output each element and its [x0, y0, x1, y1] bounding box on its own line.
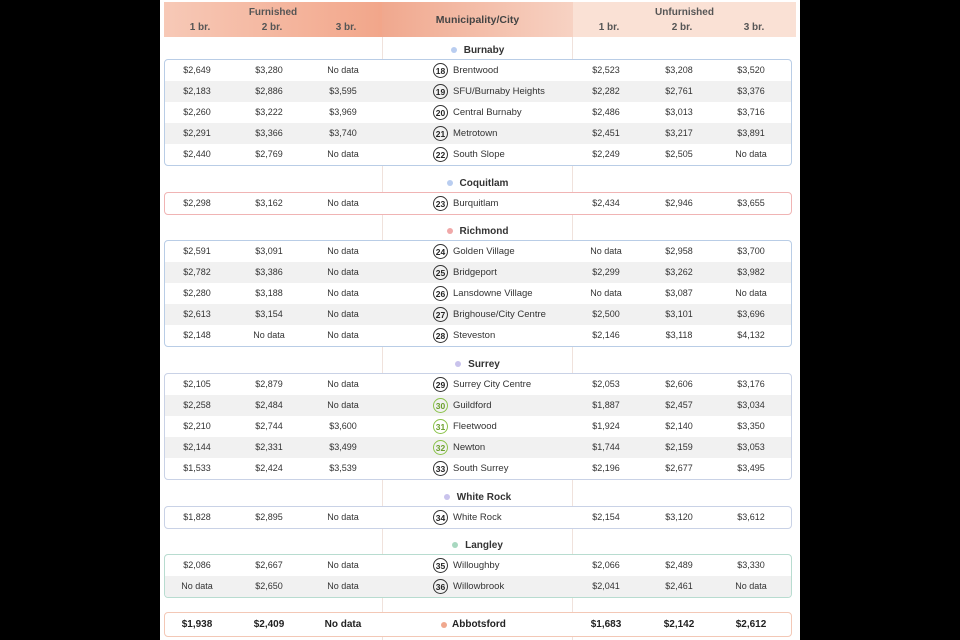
section-box-coquitlam	[164, 192, 792, 215]
table-row	[165, 458, 791, 479]
section-box-white-rock	[164, 506, 792, 529]
furnished-3br-value: No data	[327, 581, 359, 591]
furnished-1br-value: $2,782	[183, 267, 211, 277]
furnished-3br-value: $3,595	[329, 86, 357, 96]
furnished-2br-value: No data	[253, 330, 285, 340]
neighbourhood-name-south-surrey	[433, 458, 508, 479]
furnished-2br-value: $3,366	[255, 128, 283, 138]
furnished-3br-value: $3,499	[329, 442, 357, 452]
area-number-badge: 33	[433, 461, 448, 476]
table-row	[165, 507, 791, 528]
unfurnished-3br-value: $3,176	[737, 379, 765, 389]
table-row	[165, 60, 791, 81]
furnished-3br-value: No data	[327, 246, 359, 256]
neighbourhood-label: Bridgeport	[453, 267, 497, 278]
neighbourhood-label: Surrey City Centre	[453, 379, 532, 390]
furnished-3br-value: No data	[327, 149, 359, 159]
section-title-coquitlam	[382, 174, 573, 192]
unfurnished-1br-value: No data	[590, 246, 622, 256]
furnished-1br-value: $2,183	[183, 86, 211, 96]
furnished-3br-value: No data	[327, 400, 359, 410]
table-row	[165, 304, 791, 325]
section-dot-icon	[444, 494, 450, 500]
unfurnished-3br-value: $3,053	[737, 442, 765, 452]
table-row	[165, 144, 791, 165]
unfurnished-3br-value: $3,495	[737, 463, 765, 473]
section-box-richmond	[164, 240, 792, 347]
unfurnished-1br-value: $2,154	[592, 512, 620, 522]
unfurnished-1br-value: $2,500	[592, 309, 620, 319]
section-box-surrey	[164, 373, 792, 480]
furnished-2br-value: $2,667	[255, 560, 283, 570]
furnished-1br-value: $2,649	[183, 65, 211, 75]
furnished-3br-value: No data	[324, 619, 362, 630]
unfurnished-3br-value: $3,982	[737, 267, 765, 277]
neighbourhood-name-brentwood	[433, 60, 498, 81]
furnished-1br-value: $1,828	[183, 512, 211, 522]
section-title-white-rock	[382, 488, 573, 506]
unfurnished-3br-value: $3,520	[737, 65, 765, 75]
furnished-3br-value: $3,539	[329, 463, 357, 473]
section-title-langley	[382, 536, 573, 554]
furnished-label: Furnished	[248, 7, 298, 18]
unfurnished-1br-value: $2,249	[592, 149, 620, 159]
unfurnished-2br-value: $2,677	[665, 463, 693, 473]
area-number-badge: 25	[433, 265, 448, 280]
furnished-2br-value: $3,222	[255, 107, 283, 117]
section-title-label: Langley	[465, 539, 503, 551]
unfurnished-2br-value: $3,217	[665, 128, 693, 138]
rent-table	[160, 0, 800, 640]
unfurnished-1br-value: No data	[590, 288, 622, 298]
neighbourhood-name-abbotsford	[441, 613, 506, 636]
neighbourhood-label: Guildford	[453, 400, 492, 411]
area-number-badge: 34	[433, 510, 448, 525]
furnished-3br-value: No data	[327, 198, 359, 208]
unfurnished-3br-value: No data	[735, 581, 767, 591]
section-dot-icon	[447, 180, 453, 186]
unfurnished-2br-value: $2,505	[665, 149, 693, 159]
neighbourhood-name-lansdowne-village	[433, 283, 533, 304]
furnished-2br-value: $3,280	[255, 65, 283, 75]
furnished-1br-value: $1,938	[181, 619, 213, 630]
neighbourhood-label: Lansdowne Village	[453, 288, 533, 299]
unfurnished-2br-value: $2,159	[665, 442, 693, 452]
unfurnished-3br-value: $3,716	[737, 107, 765, 117]
area-number-badge: 22	[433, 147, 448, 162]
unfurnished-2br-value: $3,013	[665, 107, 693, 117]
section-title-label: White Rock	[456, 491, 512, 503]
unfurnished-2br-value: $2,489	[665, 560, 693, 570]
municipality-label: Municipality/City	[435, 14, 520, 26]
area-number-badge: 19	[433, 84, 448, 99]
table-row	[165, 102, 791, 123]
unfurnished-2br-value: $3,118	[665, 330, 693, 340]
furnished-2br-value: $2,895	[255, 512, 283, 522]
section-box-langley	[164, 554, 792, 598]
unfurnished-2br-value: $2,946	[665, 198, 693, 208]
unfurnished-1br-value: $1,924	[592, 421, 620, 431]
furnished-2br-value: $2,650	[255, 581, 283, 591]
table-row	[165, 241, 791, 262]
area-number-badge: 30	[433, 398, 448, 413]
table-row	[165, 555, 791, 576]
area-number-badge: 26	[433, 286, 448, 301]
unfurnished-2br-value: $3,101	[665, 309, 693, 319]
neighbourhood-label: Willoughby	[453, 560, 500, 571]
section-title-label: Coquitlam	[459, 177, 509, 189]
unfurnished-2br-value: $3,120	[665, 512, 693, 522]
unfurnished-1br-value: $2,196	[592, 463, 620, 473]
furnished-1br-label: 1 br.	[189, 22, 211, 33]
unfurnished-1br-value: $2,523	[592, 65, 620, 75]
furnished-1br-value: No data	[181, 581, 213, 591]
furnished-2br-value: $3,154	[255, 309, 283, 319]
furnished-3br-value: No data	[327, 267, 359, 277]
furnished-2br-label: 2 br.	[261, 22, 283, 33]
neighbourhood-label: Metrotown	[453, 128, 498, 139]
area-number-badge: 29	[433, 377, 448, 392]
unfurnished-3br-value: $3,891	[737, 128, 765, 138]
neighbourhood-label: Willowbrook	[453, 581, 505, 592]
section-title-richmond	[382, 222, 573, 240]
section-dot-icon	[447, 228, 453, 234]
unfurnished-1br-value: $2,299	[592, 267, 620, 277]
furnished-2br-value: $2,331	[255, 442, 283, 452]
neighbourhood-name-fleetwood	[433, 416, 497, 437]
area-number-badge: 28	[433, 328, 448, 343]
neighbourhood-name-newton	[433, 437, 485, 458]
section-box-burnaby	[164, 59, 792, 166]
furnished-2br-value: $2,424	[255, 463, 283, 473]
furnished-2br-value: $2,744	[255, 421, 283, 431]
neighbourhood-name-golden-village	[433, 241, 515, 262]
neighbourhood-name-metrotown	[433, 123, 497, 144]
area-number-badge: 18	[433, 63, 448, 78]
furnished-3br-label: 3 br.	[335, 22, 357, 33]
furnished-3br-value: No data	[327, 560, 359, 570]
furnished-1br-value: $2,260	[183, 107, 211, 117]
table-row	[165, 81, 791, 102]
neighbourhood-name-surrey-city-centre	[433, 374, 531, 395]
furnished-3br-value: $3,740	[329, 128, 357, 138]
unfurnished-3br-value: $3,350	[737, 421, 765, 431]
unfurnished-2br-value: $2,606	[665, 379, 693, 389]
table-row	[165, 193, 791, 214]
unfurnished-3br-value: $3,696	[737, 309, 765, 319]
neighbourhood-name-bridgeport	[433, 262, 497, 283]
table-row	[165, 374, 791, 395]
furnished-2br-value: $3,188	[255, 288, 283, 298]
table-row	[165, 262, 791, 283]
section-box-abbotsford	[164, 612, 792, 637]
unfurnished-1br-value: $2,053	[592, 379, 620, 389]
unfurnished-1br-value: $2,486	[592, 107, 620, 117]
neighbourhood-label: White Rock	[453, 512, 502, 523]
table-row	[165, 123, 791, 144]
unfurnished-1br-value: $2,041	[592, 581, 620, 591]
neighbourhood-name-steveston	[433, 325, 495, 346]
furnished-1br-value: $2,291	[183, 128, 211, 138]
unfurnished-3br-value: $3,330	[737, 560, 765, 570]
furnished-1br-value: $2,613	[183, 309, 211, 319]
table-row	[165, 395, 791, 416]
area-number-badge: 21	[433, 126, 448, 141]
unfurnished-3br-label: 3 br.	[743, 22, 765, 33]
section-title-surrey	[382, 355, 573, 373]
neighbourhood-label: Newton	[453, 442, 486, 453]
unfurnished-1br-value: $2,066	[592, 560, 620, 570]
table-row	[165, 283, 791, 304]
area-number-badge: 27	[433, 307, 448, 322]
furnished-3br-value: No data	[327, 379, 359, 389]
furnished-3br-value: No data	[327, 65, 359, 75]
neighbourhood-label: Brentwood	[453, 65, 499, 76]
area-number-badge: 32	[433, 440, 448, 455]
furnished-3br-value: $3,600	[329, 421, 357, 431]
area-number-badge: 36	[433, 579, 448, 594]
unfurnished-1br-value: $2,146	[592, 330, 620, 340]
furnished-1br-value: $2,105	[183, 379, 211, 389]
furnished-1br-value: $2,280	[183, 288, 211, 298]
furnished-1br-value: $1,533	[183, 463, 211, 473]
section-title-label: Surrey	[468, 358, 500, 370]
neighbourhood-label: South Slope	[453, 149, 505, 160]
furnished-1br-value: $2,148	[183, 330, 211, 340]
table-row	[165, 416, 791, 437]
unfurnished-2br-label: 2 br.	[671, 22, 693, 33]
neighbourhood-label: SFU/Burnaby Heights	[453, 86, 545, 97]
neighbourhood-label: Golden Village	[453, 246, 515, 257]
furnished-2br-value: $3,091	[255, 246, 283, 256]
unfurnished-3br-value: No data	[735, 288, 767, 298]
unfurnished-3br-value: $3,700	[737, 246, 765, 256]
furnished-1br-value: $2,298	[183, 198, 211, 208]
table-row	[165, 325, 791, 346]
neighbourhood-label: South Surrey	[453, 463, 509, 474]
neighbourhood-label: Steveston	[453, 330, 496, 341]
neighbourhood-label: Fleetwood	[453, 421, 497, 432]
furnished-1br-value: $2,144	[183, 442, 211, 452]
furnished-3br-value: No data	[327, 330, 359, 340]
section-dot-icon	[452, 542, 458, 548]
unfurnished-3br-value: $3,612	[737, 512, 765, 522]
table-row	[165, 437, 791, 458]
unfurnished-2br-value: $3,208	[665, 65, 693, 75]
neighbourhood-name-burquitlam	[433, 193, 498, 214]
furnished-2br-value: $2,769	[255, 149, 283, 159]
furnished-1br-value: $2,591	[183, 246, 211, 256]
unfurnished-1br-value: $2,434	[592, 198, 620, 208]
neighbourhood-name-guildford	[433, 395, 492, 416]
furnished-1br-value: $2,210	[183, 421, 211, 431]
furnished-3br-value: No data	[327, 512, 359, 522]
unfurnished-2br-value: $2,461	[665, 581, 693, 591]
unfurnished-2br-value: $2,142	[663, 619, 695, 630]
neighbourhood-label: Burquitlam	[453, 198, 499, 209]
furnished-2br-value: $3,162	[255, 198, 283, 208]
neighbourhood-name-brighouse-city-centre	[433, 304, 546, 325]
furnished-1br-value: $2,258	[183, 400, 211, 410]
section-title-burnaby	[382, 41, 573, 59]
area-number-badge: 35	[433, 558, 448, 573]
section-title-label: Richmond	[459, 225, 509, 237]
unfurnished-1br-value: $2,282	[592, 86, 620, 96]
area-number-badge: 23	[433, 196, 448, 211]
unfurnished-label: Unfurnished	[655, 7, 714, 18]
table-row	[165, 576, 791, 597]
unfurnished-2br-value: $2,761	[665, 86, 693, 96]
unfurnished-3br-value: $3,376	[737, 86, 765, 96]
area-number-badge: 31	[433, 419, 448, 434]
section-dot-icon	[455, 361, 461, 367]
section-dot-icon	[451, 47, 457, 53]
neighbourhood-name-central-burnaby	[433, 102, 522, 123]
table-header	[160, 0, 800, 37]
furnished-2br-value: $2,879	[255, 379, 283, 389]
furnished-3br-value: No data	[327, 309, 359, 319]
unfurnished-1br-value: $1,887	[592, 400, 620, 410]
neighbourhood-name-sfu-burnaby-heights	[433, 81, 545, 102]
furnished-2br-value: $2,484	[255, 400, 283, 410]
neighbourhood-label: Central Burnaby	[453, 107, 522, 118]
unfurnished-3br-value: $3,034	[737, 400, 765, 410]
unfurnished-2br-value: $3,262	[665, 267, 693, 277]
unfurnished-1br-value: $1,744	[592, 442, 620, 452]
neighbourhood-name-south-slope	[433, 144, 505, 165]
unfurnished-2br-value: $3,087	[665, 288, 693, 298]
unfurnished-3br-value: $4,132	[737, 330, 765, 340]
neighbourhood-label: Brighouse/City Centre	[453, 309, 546, 320]
section-dot-icon	[441, 622, 447, 628]
neighbourhood-label: Abbotsford	[452, 619, 506, 630]
furnished-2br-value: $2,886	[255, 86, 283, 96]
furnished-3br-value: No data	[327, 288, 359, 298]
table-row	[165, 613, 791, 636]
unfurnished-3br-value: $3,655	[737, 198, 765, 208]
furnished-2br-value: $3,386	[255, 267, 283, 277]
unfurnished-2br-value: $2,140	[665, 421, 693, 431]
section-title-label: Burnaby	[463, 44, 505, 56]
furnished-3br-value: $3,969	[329, 107, 357, 117]
unfurnished-1br-label: 1 br.	[598, 22, 620, 33]
unfurnished-2br-value: $2,958	[665, 246, 693, 256]
unfurnished-1br-value: $1,683	[590, 619, 622, 630]
furnished-2br-value: $2,409	[253, 619, 285, 630]
unfurnished-2br-value: $2,457	[665, 400, 693, 410]
furnished-1br-value: $2,086	[183, 560, 211, 570]
unfurnished-1br-value: $2,451	[592, 128, 620, 138]
unfurnished-3br-value: $2,612	[735, 619, 767, 630]
neighbourhood-name-willoughby	[433, 555, 499, 576]
area-number-badge: 20	[433, 105, 448, 120]
furnished-1br-value: $2,440	[183, 149, 211, 159]
area-number-badge: 24	[433, 244, 448, 259]
neighbourhood-name-willowbrook	[433, 576, 504, 597]
unfurnished-3br-value: No data	[735, 149, 767, 159]
neighbourhood-name-white-rock	[433, 507, 502, 528]
